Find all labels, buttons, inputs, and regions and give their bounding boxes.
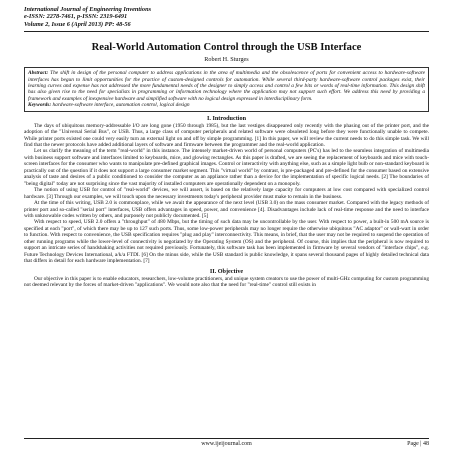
keywords-text: hardware-software interface, automation control, logical design	[52, 102, 190, 109]
journal-name: International Journal of Engineering Inventions	[24, 6, 152, 13]
paper-author: Robert H. Sturges	[204, 56, 249, 64]
footer-page-number: Page | 48	[407, 441, 429, 447]
abstract-label: Abstract:	[28, 70, 49, 77]
abstract-box	[24, 67, 429, 111]
journal-header	[24, 6, 429, 28]
abstract-text: The shift in design of the personal computer to address applications in the area of multimedia and the obsolescence of ports for convenient access to hardware-software interfaces has begun to limit opportunities for the practice of custom-designed controls for automation. While several third-party hardware-software control packages exist, their learning curves and expense has not addressed the more fundamental needs of the designer to simply access and control a few bits or words of real-time information. This design shift has also given rise to the need for specialists in programming or information technology where the application may not support such effort. We address this need by providing a framework and examples of inexpensive hardware and simplified software with no logical design expressed in interdisciplinary form.	[28, 70, 425, 102]
section-heading-objective: II. Objective	[209, 267, 244, 275]
footer-url: www.ijeijournal.com	[201, 441, 252, 447]
intro-paragraph: At the time of this writing, USB 2.0 is commonplace, while we await the appearance of the next level (USB 3.0) on the mass consumer market. Compared with the legacy methods of printer port and so-called "serial port" interfaces, USB offers advantages in speed, power, and convenience [4]. Disadvantages include lack of real-time response and the need to interface with unknowable codes written by others, and purposely not publicly documented. [5]	[24, 200, 429, 219]
header-rule	[24, 31, 429, 32]
journal-issn: e-ISSN: 2278-7461, p-ISSN: 2319-6491	[24, 13, 128, 21]
journal-volume: Volume 2, Issue 6 (April 2013) PP: 48-56	[24, 20, 131, 28]
objective-paragraph: Our objective in this paper is to enable educators, researchers, low-volume practitioners, and unique system creators to use the power of multi-GHz computing for custom programming not deemed relevant by the forces of market-driven "applications". We would note also that the need for "real-time" control still exists in	[24, 275, 429, 289]
intro-paragraph: With respect to speed, USB 2.0 offers a "throughput" of 480 Mbps, but the timing of such data may be uncontrollable by the user. With respect to power, a built-in 500 mA source is specified at each "port", of which there may be up to 127 such ports. Thus, some low-power peripherals may no longer require the otherwise ubiquitous "AC adaptor" or wall-wart in order to function. With respect to convenience, the USB specification requires "plug and play" interconnectivity. This means, in brief, that the user may not be required to suspend the operation of other running programs while the lower-level of connectivity is negotiated by the Operating System (OS) and the peripheral. Of course, this implies that the peripheral is now required to support an intricate series of handshaking activities not required previously. Fortunately, this software task has been implemented in firmware by several vendors of "interface chips", e.g. Future Technology Devices International, a/k/a FTDI. [6] On the minus side, while the USB standard is public knowledge, it spans several thousand pages of highly detailed technical data that differs in detail for each hardware implementation. [7]	[24, 219, 429, 265]
paper-title: Real-World Automation Control through the USB Interface	[91, 42, 362, 54]
footer-rule	[24, 438, 429, 439]
intro-paragraph: The days of ubiquitous memory-addressable I/O are long gone (1950 through 1985), but the last vestiges disappeared only recently with the phasing out of the printer port, and the adoption of the "Universal Serial Bus", or USB. Thus, a large class of computer peripherals and related software were obsoleted long before they were functionally unable to compete. While printer ports existed one could very easily turn an external light on and off by simple programming. [1] In this paper, we will review the current needs to do this simple task. We will find that the newer protocols have added additional layers of software and firmware between the programmer and the real-world application.	[24, 122, 429, 149]
section-heading-introduction: I. Introduction	[206, 114, 247, 122]
intro-paragraph: Let us clarify the meaning of the term "real-world" in this instance. The intensely market-driven world of personal computers (PC's) has led to the seamless integration of multimedia with business support software and interfaces limited to keyboards, mice, and glowing rectangles. As this paper is drafted, we are seeing the replacement of keyboards and mice with touch-screen interfaces for the consumer who wants to manipulate pre-defined graphical images. Control or interactivity with anything else, such as a simple light bulb or non-standard keyboard is practically out of the question if it does not support a large consumer market segment. This "virtual world" by contrast, is pre-packaged and pre-defined for the consumer based on extensive analysis of taste and desires of a public conditioned to consider the computer as an appliance rather than a device for the implementation of specific logical needs. [2] The boundaries of "being digital" today are not surprising since the vast majority of installed computers are operationally dependent on a monopoly.	[24, 148, 429, 187]
intro-paragraph: The notion of using USB for control of "real-world" devices, we will assert, is based on the relatively large capacity for computers at low cost compared with specialized control hardware. [3] Through our examples, we will touch upon the necessary investments today's peripheral provider must make to remain in the business.	[24, 187, 429, 200]
keywords-label: Keywords:	[28, 102, 52, 109]
